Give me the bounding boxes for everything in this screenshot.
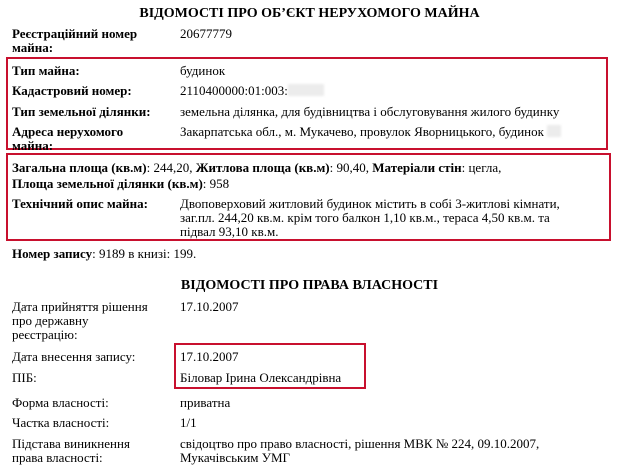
ownership-form-label: Форма власності: — [12, 395, 109, 410]
address-value: Закарпатська обл., м. Мукачево, провулок Яворницького, будинок — [180, 124, 561, 139]
address-label-cont: майна: — [12, 138, 54, 153]
entry-date-label: Дата внесення запису: — [12, 349, 136, 364]
ownership-basis-value-cont: Мукачівським УМГ — [180, 450, 291, 465]
address-label: Адреса нерухомого — [12, 124, 124, 139]
land-area-line: Площа земельної ділянки (кв.м): 958 — [12, 176, 230, 191]
decision-date-label-cont: про державну — [12, 313, 89, 328]
ownership-basis-label: Підстава виникнення — [12, 436, 130, 451]
tech-description-line3: підвал 93,10 кв.м. — [180, 224, 279, 239]
entry-date-value: 17.10.2007 — [180, 349, 239, 364]
decision-date-label-cont2: реєстрацію: — [12, 327, 78, 342]
redaction-blur — [288, 84, 324, 96]
land-type-label: Тип земельної ділянки: — [12, 104, 151, 119]
decision-date-value: 17.10.2007 — [180, 299, 239, 314]
owner-name-value: Біловар Ірина Олександрівна — [180, 370, 342, 385]
object-section-title: ВІДОМОСТІ ПРО ОБ’ЄКТ НЕРУХОМОГО МАЙНА — [139, 6, 480, 21]
redaction-blur — [547, 125, 561, 137]
decision-date-label: Дата прийняття рішення — [12, 299, 148, 314]
property-type-value: будинок — [180, 63, 226, 78]
owner-name-label: ПІБ: — [12, 370, 37, 385]
ownership-form-value: приватна — [180, 395, 231, 410]
ownership-basis-label-cont: права власності: — [12, 450, 103, 465]
tech-description-line2: заг.пл. 244,20 кв.м. крім того балкон 1,10 кв.м., тераса 4,50 кв.м. та — [180, 210, 550, 225]
ownership-share-value: 1/1 — [180, 415, 197, 430]
area-line: Загальна площа (кв.м): 244,20, Житлова площа (кв.м): 90,40, Матеріали стін: цегла, — [12, 160, 502, 175]
record-number: Номер запису: 9189 в книзі: 199. — [12, 246, 197, 261]
property-type-label: Тип майна: — [12, 63, 80, 78]
ownership-basis-value: свідоцтво про право власності, рішення МВК № 224, 09.10.2007, — [180, 436, 540, 451]
land-type-value: земельна ділянка, для будівництва і обслуговування жилого будинку — [180, 104, 560, 119]
rights-section-title: ВІДОМОСТІ ПРО ПРАВА ВЛАСНОСТІ — [180, 278, 439, 293]
ownership-share-label: Частка власності: — [12, 415, 110, 430]
tech-description-label: Технічний опис майна: — [12, 196, 148, 211]
cadastral-number-label: Кадастровий номер: — [12, 83, 132, 98]
reg-number-label: Реєстраційний номер — [12, 26, 138, 41]
tech-description-line1: Двоповерховий житловий будинок містить в собі 3-житлові кімнати, — [180, 196, 560, 211]
reg-number-label-cont: майна: — [12, 40, 54, 55]
reg-number-value: 20677779 — [180, 26, 232, 41]
cadastral-number-value: 2110400000:01:003: — [180, 83, 324, 98]
